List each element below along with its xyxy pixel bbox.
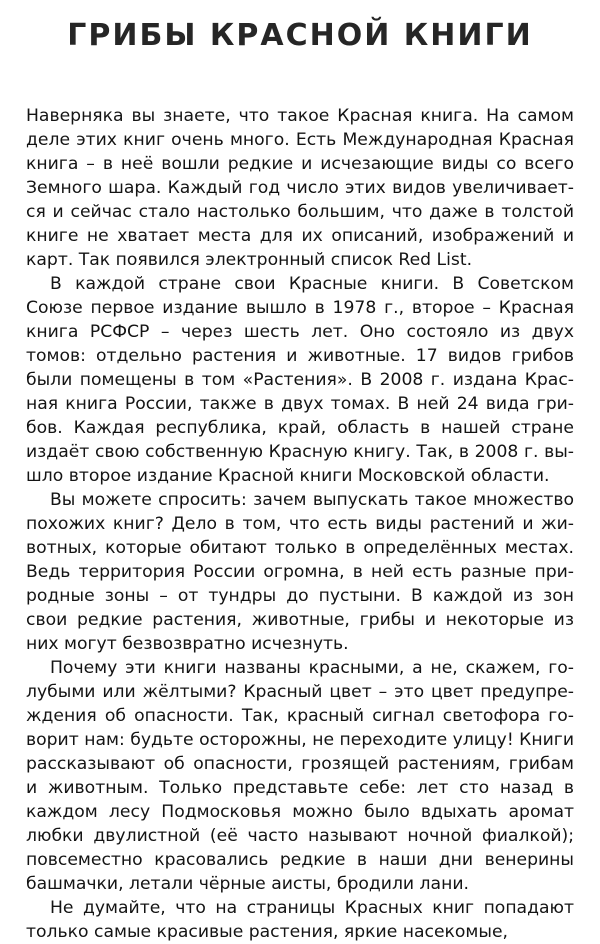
paragraph-3: Вы можете спросить: зачем выпускать такое множество похожих книг? Дело в том, что есть виды растений и животных, которые обитают только в определённых местах. Ведь территория России огромна, в ней есть разные природные зоны – от тундры до пустыни. В каждой из зон свои редкие растения, животные, грибы и некоторые из них могут безвозвратно исчезнуть. (26, 490, 574, 654)
paragraph-5: Не думайте, что на страницы Красных книг попадают только самые красивые растения, яркие насекомые, (26, 898, 574, 942)
paragraph-1: Наверняка вы знаете, что такое Красная книга. На самом деле этих книг очень много. Есть Международная Красная книга – в неё вошли редкие и исчезающие виды со всего Земного шара. Каждый год число этих видов увеличивается и сейчас стало настолько большим, что даже в толстой книге не хватает места для их описаний, изображений и карт. Так появился электронный список Red List. (26, 106, 574, 270)
paragraph-4: Почему эти книги названы красными, а не, скажем, голубыми или жёлтыми? Красный цвет – это цвет предупреждения об опасности. Так, красный сигнал светофора говорит нам: будьте осторожны, не переходите улицу! Книги рассказывают об опасности, грозящей растениям, грибам и животным. Только представьте себе: лет сто назад в каждом лесу Подмосковья можно было вдыхать аромат любки двулистной (её часто называют ночной фиалкой); повсеместно красовались редкие в наши дни венерины башмачки, летали чёрные аисты, бродили лани. (26, 658, 574, 894)
paragraph-2: В каждой стране свои Красные книги. В Советском Союзе первое издание вышло в 1978 г., второе – Красная книга РСФСР – через шесть лет. Оно состояло из двух томов: отдельно растения и животные. 17 видов грибов были помещены в том «Растения». В 2008 г. издана Красная книга России, также в двух томах. В ней 24 вида грибов. Каждая республика, край, область в нашей стране издаёт свою собственную Красную книгу. Так, в 2008 г. вышло второе издание Красной книги Московской области. (26, 274, 574, 486)
article-body (26, 104, 574, 944)
page-title: ГРИБЫ КРАСНОЙ КНИГИ (67, 18, 533, 53)
